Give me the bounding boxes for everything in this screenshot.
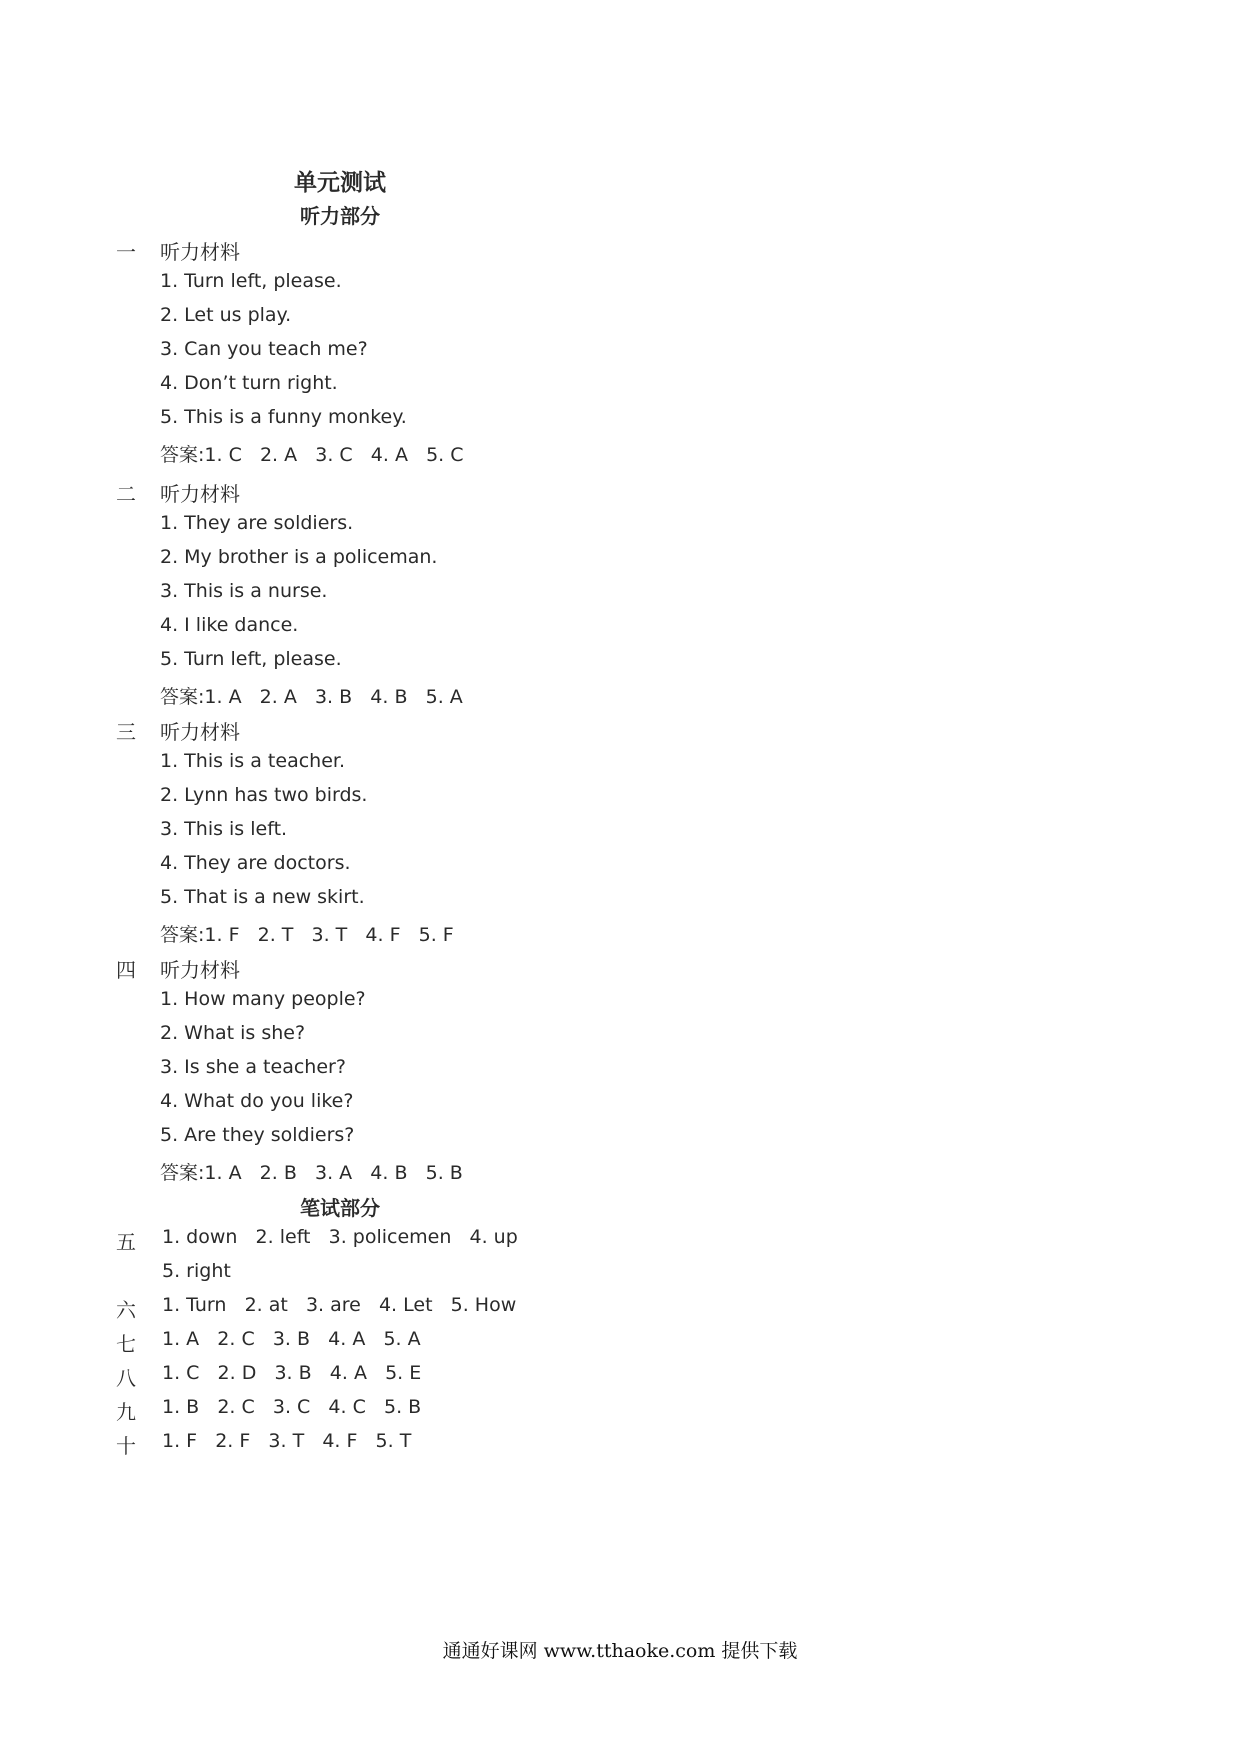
listening-heading: 听力部分 xyxy=(300,204,380,228)
written-answer-line: 1. down 2. left 3. policemen 4. up xyxy=(162,1226,518,1248)
answer-line: 答案:1. A 2. B 3. A 4. B 5. B xyxy=(160,1162,463,1184)
listening-line: 5. Turn left, please. xyxy=(160,648,342,670)
footer-source: 通通好课网 www.tthaoke.com 提供下载 xyxy=(442,1640,798,1662)
section-number: 二 xyxy=(116,482,136,506)
written-answer-line: 1. Turn 2. at 3. are 4. Let 5. How xyxy=(162,1294,517,1316)
written-answer-line: 1. B 2. C 3. C 4. C 5. B xyxy=(162,1396,422,1418)
listening-line: 1. How many people? xyxy=(160,988,366,1010)
section-number: 一 xyxy=(116,240,136,264)
section-number: 八 xyxy=(116,1366,136,1390)
listening-line: 2. Let us play. xyxy=(160,304,292,326)
section-number: 四 xyxy=(116,958,136,982)
section-number: 十 xyxy=(116,1434,136,1458)
section-number: 五 xyxy=(116,1230,136,1254)
section-label: 听力材料 xyxy=(160,240,240,264)
answer-line: 答案:1. F 2. T 3. T 4. F 5. F xyxy=(160,924,454,946)
written-answer-line: 5. right xyxy=(162,1260,231,1282)
listening-line: 4. I like dance. xyxy=(160,614,299,636)
listening-line: 1. This is a teacher. xyxy=(160,750,345,772)
listening-line: 3. This is left. xyxy=(160,818,288,840)
listening-line: 5. That is a new skirt. xyxy=(160,886,365,908)
written-answer-line: 1. A 2. C 3. B 4. A 5. A xyxy=(162,1328,421,1350)
section-label: 听力材料 xyxy=(160,482,240,506)
listening-line: 2. My brother is a policeman. xyxy=(160,546,438,568)
listening-line: 2. Lynn has two birds. xyxy=(160,784,368,806)
listening-line: 4. What do you like? xyxy=(160,1090,354,1112)
section-label: 听力材料 xyxy=(160,720,240,744)
listening-line: 3. This is a nurse. xyxy=(160,580,328,602)
answer-line: 答案:1. A 2. A 3. B 4. B 5. A xyxy=(160,686,463,708)
listening-line: 5. Are they soldiers? xyxy=(160,1124,355,1146)
writing-heading: 笔试部分 xyxy=(300,1196,380,1220)
section-label: 听力材料 xyxy=(160,958,240,982)
section-number: 七 xyxy=(116,1332,136,1356)
listening-line: 1. They are soldiers. xyxy=(160,512,354,534)
listening-line: 2. What is she? xyxy=(160,1022,306,1044)
page-title: 单元测试 xyxy=(294,170,386,196)
listening-line: 4. They are doctors. xyxy=(160,852,351,874)
listening-line: 3. Is she a teacher? xyxy=(160,1056,346,1078)
listening-line: 5. This is a funny monkey. xyxy=(160,406,407,428)
section-number: 六 xyxy=(116,1298,136,1322)
listening-line: 1. Turn left, please. xyxy=(160,270,342,292)
section-number: 三 xyxy=(116,720,136,744)
listening-line: 4. Don’t turn right. xyxy=(160,372,338,394)
section-number: 九 xyxy=(116,1400,136,1424)
listening-line: 3. Can you teach me? xyxy=(160,338,368,360)
written-answer-line: 1. C 2. D 3. B 4. A 5. E xyxy=(162,1362,422,1384)
answer-line: 答案:1. C 2. A 3. C 4. A 5. C xyxy=(160,444,464,466)
written-answer-line: 1. F 2. F 3. T 4. F 5. T xyxy=(162,1430,412,1452)
